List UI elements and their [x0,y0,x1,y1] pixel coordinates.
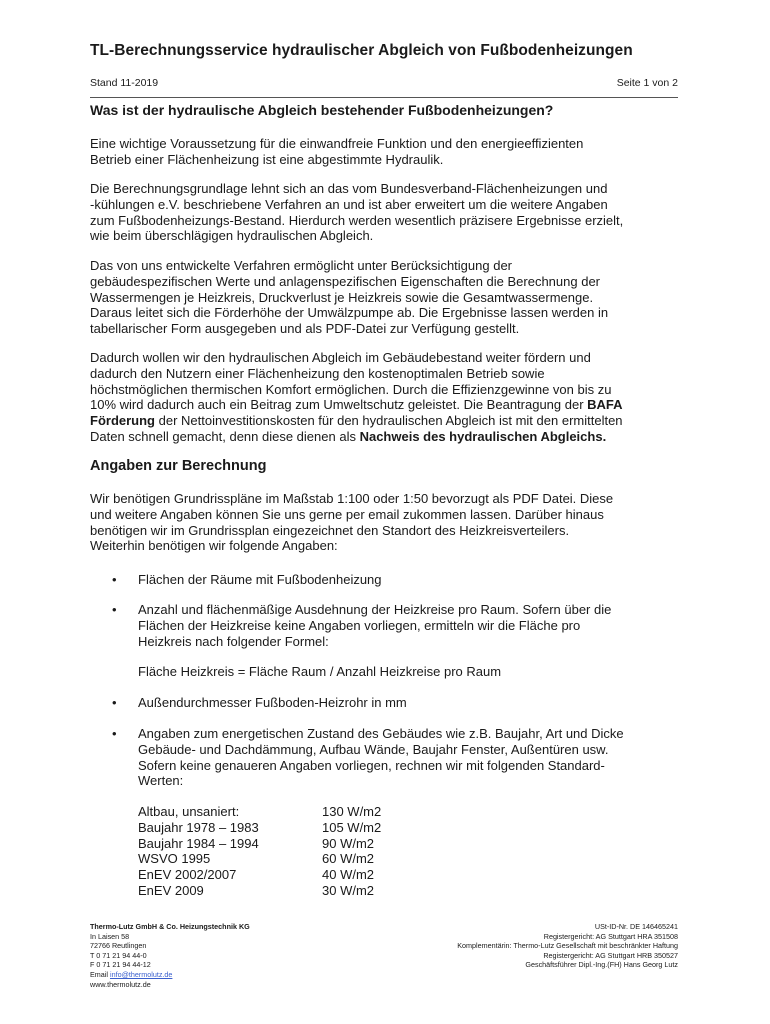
company-website[interactable]: www.thermolutz.de [90,979,151,989]
value-amount: 30 W/m2 [322,882,375,898]
text-line: und weitere Angaben können Sie uns gerne per email zukommen lassen. Darüber hinaus [90,506,604,522]
text-line: Gebäude- und Dachdämmung, Aufbau Wände, Baujahr Fenster, Außentüren usw. [138,741,609,757]
bullet-item [112,726,692,789]
text-line: Sofern keine genaueren Angaben vorliegen, rechnen wir mit folgenden Standard- [138,757,605,773]
email-link[interactable]: info@thermolutz.de [109,969,173,979]
bullet-icon: • [112,572,117,587]
register-court-1: Registergericht: AG Stuttgart HRA 351508 [543,931,678,941]
text-line: höchstmöglichen thermischen Komfort ermöglichen. Durch die Effizienzgewinne von bis zu [90,381,612,397]
value-label: Altbau, unsaniert: [138,804,240,819]
text-line [90,429,690,445]
standard-values-table [138,804,381,899]
value-amount: 130 W/m2 [322,804,382,819]
general-partner: Komplementärin: Thermo-Lutz Gesellschaft mit beschränkter Haftung [457,941,678,951]
paragraph-intro [90,491,690,554]
text-span: Daten schnell gemacht, denn diese dienen als [90,428,360,444]
text-line: Betrieb einer Flächenheizung ist eine abgestimmte Hydraulik. [90,151,444,167]
company-street: In Laisen 58 [90,931,130,941]
formula [138,664,738,680]
value-label: EnEV 2002/2007 [138,867,237,883]
value-row [138,883,381,899]
text-line: Flächen der Räume mit Fußbodenheizung [138,572,382,587]
page-number: Seite 1 von 2 [616,77,678,89]
footer-legal-info [457,922,678,970]
text-line: Wir benötigen Grundrisspläne im Maßstab 1:100 oder 1:50 bevorzugt als PDF Datei. Diese [90,491,614,506]
text-line: -kühlungen e.V. beschriebene Verfahren an und ist aber erweitert um die weitere Angaben [90,196,608,212]
value-amount: 90 W/m2 [322,835,375,851]
foerderung-bold: Förderung [90,413,155,429]
text-line: gebäudespezifischen Werte und anlagenspezifischen Eigenschaften die Berechnung der [90,273,601,289]
nachweis-bold: Nachweis des hydraulischen Abgleichs. [359,428,607,444]
bullet-icon: • [112,695,117,710]
managing-director: Geschäftsführer Dipl.-Ing.(FH) Hans Georg Lutz [525,960,678,970]
value-label: EnEV 2009 [138,882,204,898]
company-name-text: Thermo-Lutz GmbH & Co. Heizungstechnik KG [90,922,250,931]
text-line: Außendurchmesser Fußboden-Heizrohr in mm [138,695,407,710]
paragraph-3 [90,258,690,337]
text-line: wie beim überschlägigen hydraulischen Abgleich. [90,228,374,244]
value-row [138,836,381,852]
bullet-icon: • [112,602,117,617]
bafa-bold: BAFA [587,397,623,413]
value-row [138,820,381,836]
text-line: Weiterhin benötigen wir folgende Angaben: [90,538,338,554]
value-amount: 60 W/m2 [322,851,375,867]
company-name [90,922,250,932]
text-line: Eine wichtige Voraussetzung für die einwandfreie Funktion und den energieeffizienten [90,136,584,151]
email-label: Email [90,969,110,979]
register-court-2: Registergericht: AG Stuttgart HRB 350527 [543,950,678,960]
text-line: Angaben zum energetischen Zustand des Gebäudes wie z.B. Baujahr, Art und Dicke [138,726,624,741]
text-line: dadurch den Nutzern einer Flächenheizung den kostenoptimalen Betrieb sowie [90,365,545,381]
document-title: TL-Berechnungsservice hydraulischer Abgleich von Fußbodenheizungen [90,42,633,59]
company-city: 72766 Reutlingen [90,941,147,951]
text-line [90,397,690,413]
value-label: Baujahr 1984 – 1994 [138,835,259,851]
text-line: Werten: [138,773,184,789]
text-line: Die Berechnungsgrundlage lehnt sich an das vom Bundesverband-Flächenheizungen und [90,181,608,196]
footer-company-info [90,922,250,989]
company-fax: F 0 71 21 94 44-12 [90,960,151,970]
value-row [138,851,381,867]
text-line: Daraus leitet sich die Förderhöhe der Umwälzpumpe ab. Die Ergebnisse lassen werden in [90,305,609,321]
text-line: Wassermengen je Heizkreis, Druckverlust je Heizkreis sowie die Gesamtwassermenge. [90,289,594,305]
formula-text: Fläche Heizkreis = Fläche Raum / Anzahl Heizkreise pro Raum [138,664,502,679]
paragraph-1 [90,136,690,168]
text-line: benötigen wir im Grundrissplan eingezeichnet den Standort des Heizkreisverteilers. [90,522,570,538]
text-line: Dadurch wollen wir den hydraulischen Abgleich im Gebäudebestand weiter fördern und [90,350,591,365]
text-line [90,413,690,429]
bullet-item [112,602,692,649]
paragraph-4 [90,350,690,445]
vat-id: USt-ID-Nr. DE 146465241 [594,922,678,931]
company-phone: T 0 71 21 94 44-0 [90,950,147,960]
header-divider [90,97,678,98]
value-amount: 40 W/m2 [322,867,375,883]
value-label: Baujahr 1978 – 1983 [138,819,259,835]
section-heading-angaben: Angaben zur Berechnung [90,458,267,474]
text-line: Anzahl und flächenmäßige Ausdehnung der Heizkreise pro Raum. Sofern über die [138,602,612,617]
value-amount: 105 W/m2 [322,819,382,835]
text-line: Das von uns entwickelte Verfahren ermöglicht unter Berücksichtigung der [90,258,512,273]
value-row [138,804,381,820]
text-line: tabellarischer Form ausgegeben und als PDF-Datei zur Verfügung gestellt. [90,321,520,337]
text-line: Heizkreis nach folgender Formel: [138,633,329,649]
company-email [90,970,250,980]
text-line: Flächen der Heizkreise keine Angaben vorliegen, ermitteln wir die Fläche pro [138,617,581,633]
text-span: der Nettoinvestitionskosten für den hydraulischen Abgleich ist mit den ermittelten [155,413,623,429]
bullet-item [112,695,692,711]
paragraph-2 [90,181,690,244]
bullet-item [112,572,692,588]
stand-label: Stand 11-2019 [90,77,159,89]
text-line: zum Fußbodenheizungs-Bestand. Hierdurch werden wesentlich präzisere Ergebnisse erzielt, [90,212,624,228]
text-span: 10% wird dadurch auch ein Beitrag zum Umweltschutz geleistet. Die Beantragung der [90,397,588,413]
section-heading-abgleich: Was ist der hydraulische Abgleich bestehender Fußbodenheizungen? [90,102,554,118]
bullet-icon: • [112,726,117,741]
value-label: WSVO 1995 [138,851,211,867]
value-row [138,867,381,883]
